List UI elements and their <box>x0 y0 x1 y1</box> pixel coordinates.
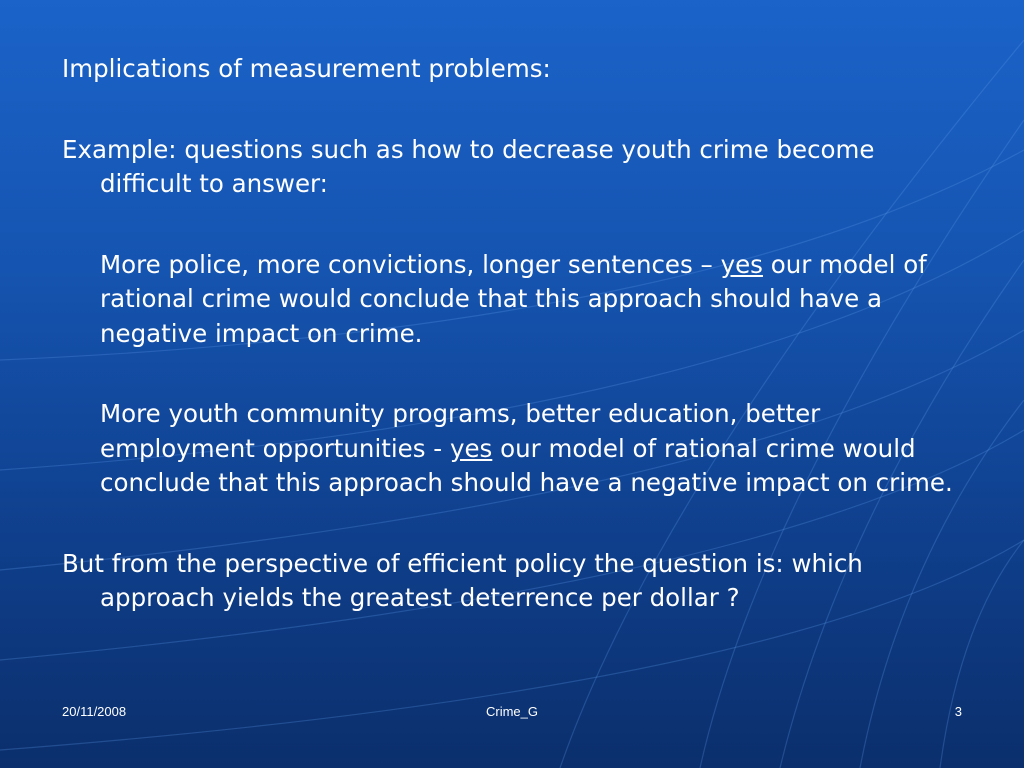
slide-number: 3 <box>954 704 962 719</box>
option-1-text-after: our model of rational crime would conclude that this approach should have a negative impact on crime. <box>100 249 927 348</box>
slide-heading: Implications of measurement problems: <box>62 54 551 83</box>
footer-date: 20/11/2008 <box>62 704 127 719</box>
option-1-paragraph <box>62 248 972 352</box>
conclusion-paragraph: But from the perspective of efficient policy the question is: which approach yields the greatest deterrence per dollar ? <box>62 548 863 612</box>
footer-title: Crime_G <box>485 704 538 719</box>
option-1-emphasis: yes <box>720 249 763 279</box>
option-2-paragraph <box>62 397 972 501</box>
slide-body <box>62 52 972 616</box>
example-paragraph: Example: questions such as how to decrease youth crime become difficult to answer: <box>62 134 875 198</box>
option-2-text-before: More youth community programs, better education, better employment opportunities - <box>100 399 821 463</box>
option-2-text-after: our model of rational crime would conclude that this approach should have a negative impact on crime. <box>100 433 953 497</box>
option-2-emphasis: yes <box>449 433 493 463</box>
option-1-text-before: More police, more convictions, longer sentences – <box>100 249 721 279</box>
